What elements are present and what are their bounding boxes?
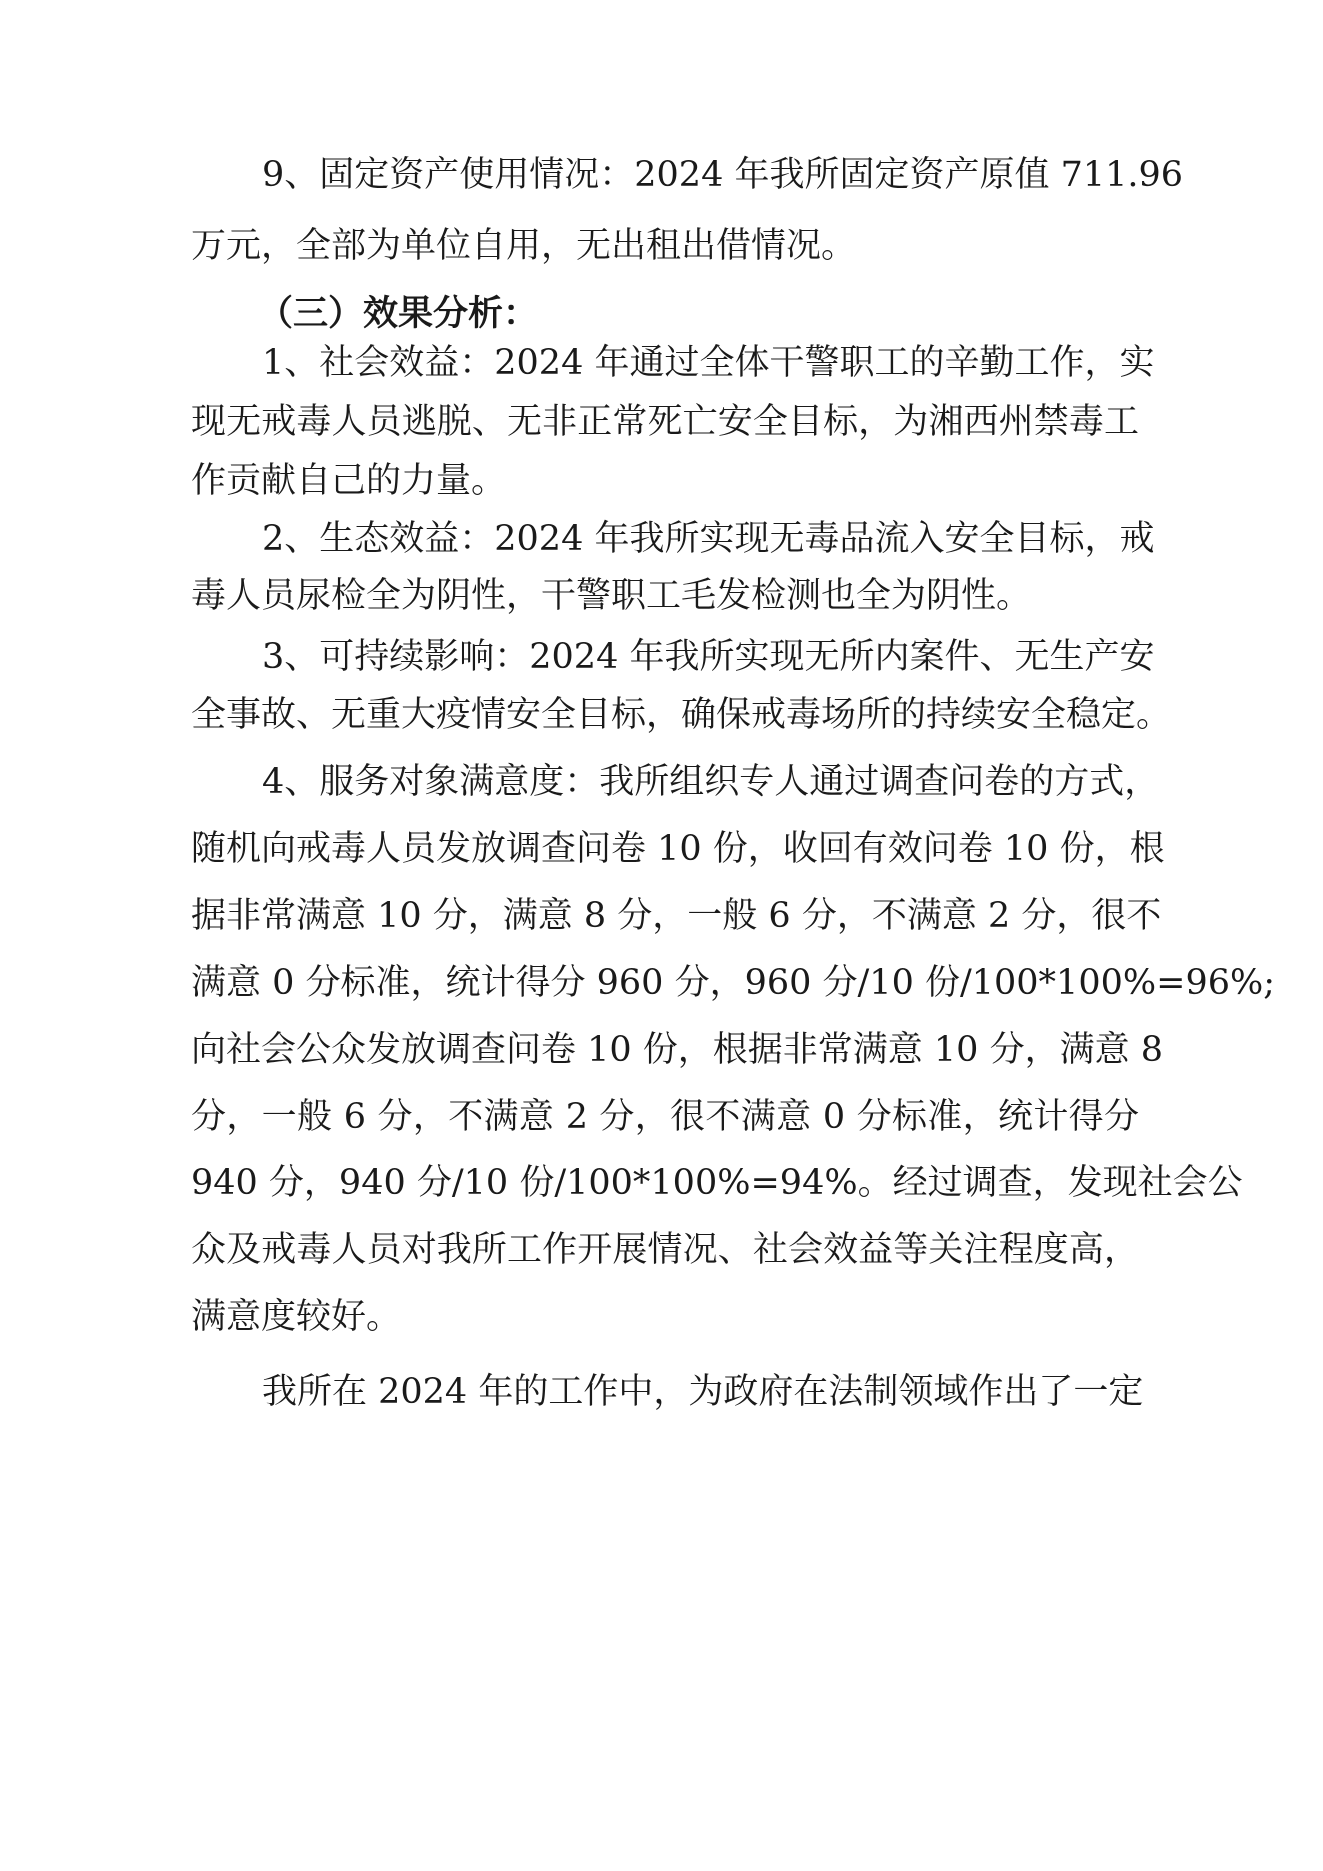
section-heading: （三）效果分析： bbox=[258, 293, 539, 334]
paragraph-sustainable-impact-line-2: 全事故、无重大疫情安全目标，确保戒毒场所的持续安全稳定。 bbox=[191, 695, 1172, 735]
paragraph-fixed-assets-line-1: 9、固定资产使用情况：2024 年我所固定资产原值 711.96 bbox=[262, 155, 1184, 195]
paragraph-social-benefit-line-2: 现无戒毒人员逃脱、无非正常死亡安全目标，为湘西州禁毒工 bbox=[191, 402, 1139, 442]
paragraph-satisfaction-line-4: 满意 0 分标准，统计得分 960 分，960 分/10 份/100*100%=96%; bbox=[191, 963, 1276, 1003]
paragraph-fixed-assets-line-2: 万元，全部为单位自用，无出租出借情况。 bbox=[191, 226, 857, 266]
paragraph-satisfaction-line-7: 940 分，940 分/10 份/100*100%=94%。经过调查，发现社会公 bbox=[191, 1163, 1243, 1203]
paragraph-satisfaction-line-1: 4、服务对象满意度：我所组织专人通过调查问卷的方式， bbox=[262, 762, 1160, 802]
paragraph-satisfaction-line-9: 满意度较好。 bbox=[191, 1297, 402, 1337]
paragraph-social-benefit-line-1: 1、社会效益：2024 年通过全体干警职工的辛勤工作，实 bbox=[262, 343, 1155, 383]
paragraph-sustainable-impact-line-1: 3、可持续影响：2024 年我所实现无所内案件、无生产安 bbox=[262, 637, 1155, 677]
paragraph-social-benefit-line-3: 作贡献自己的力量。 bbox=[191, 461, 507, 501]
paragraph-ecological-benefit-line-2: 毒人员尿检全为阴性，干警职工毛发检测也全为阴性。 bbox=[191, 576, 1032, 616]
paragraph-conclusion-line-1: 我所在 2024 年的工作中，为政府在法制领域作出了一定 bbox=[262, 1372, 1144, 1412]
paragraph-satisfaction-line-3: 据非常满意 10 分，满意 8 分，一般 6 分，不满意 2 分，很不 bbox=[191, 896, 1162, 936]
paragraph-ecological-benefit-line-1: 2、生态效益：2024 年我所实现无毒品流入安全目标，戒 bbox=[262, 519, 1155, 559]
paragraph-satisfaction-line-5: 向社会公众发放调查问卷 10 份，根据非常满意 10 分，满意 8 bbox=[191, 1030, 1163, 1070]
paragraph-satisfaction-line-2: 随机向戒毒人员发放调查问卷 10 份，收回有效问卷 10 份，根 bbox=[191, 829, 1165, 869]
paragraph-satisfaction-line-8: 众及戒毒人员对我所工作开展情况、社会效益等关注程度高， bbox=[191, 1230, 1139, 1270]
paragraph-satisfaction-line-6: 分，一般 6 分，不满意 2 分，很不满意 0 分标准，统计得分 bbox=[191, 1097, 1139, 1137]
